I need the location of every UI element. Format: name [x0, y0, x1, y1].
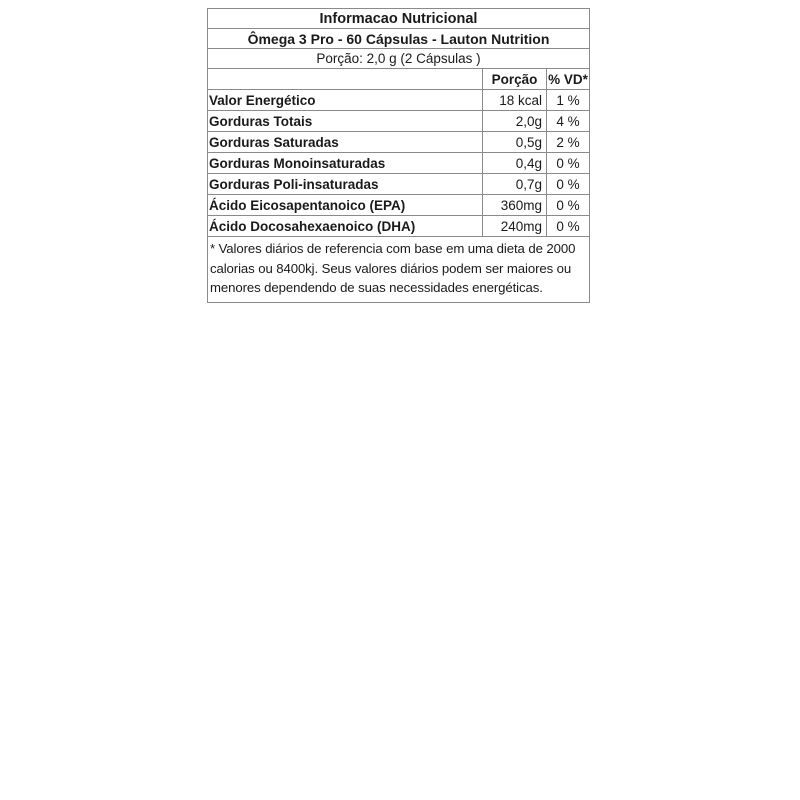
table-row	[208, 132, 589, 153]
table-row	[208, 153, 589, 174]
daily-value-footnote: * Valores diários de referencia com base em uma dieta de 2000 calorias ou 8400kj. Seus valores diários podem ser maiores ou menores dependendo de suas necessidades energéticas.	[210, 241, 576, 295]
column-header-daily-value: % VD*	[548, 71, 588, 87]
nutrient-daily-value: 0 %	[556, 197, 580, 213]
serving-size: Porção: 2,0 g (2 Cápsulas )	[208, 49, 589, 69]
nutrient-daily-value: 0 %	[556, 218, 580, 234]
nutrient-amount: 240mg	[483, 216, 547, 236]
nutrient-name: Gorduras Saturadas	[208, 132, 483, 152]
nutrient-name: Ácido Eicosapentanoico (EPA)	[208, 195, 483, 215]
nutrient-amount: 0,4g	[483, 153, 547, 173]
nutrition-facts-table	[207, 8, 590, 303]
nutrient-amount: 2,0g	[483, 111, 547, 131]
nutrient-daily-value: 0 %	[556, 155, 580, 171]
product-name: Ômega 3 Pro - 60 Cápsulas - Lauton Nutrition	[208, 29, 589, 49]
nutrient-name: Ácido Docosahexaenoico (DHA)	[208, 216, 483, 236]
column-header-amount: Porção	[483, 69, 547, 89]
nutrient-amount: 18 kcal	[483, 90, 547, 110]
nutrient-daily-value: 1 %	[556, 92, 580, 108]
nutrient-daily-value: 4 %	[556, 113, 580, 129]
nutrient-daily-value: 0 %	[556, 176, 580, 192]
nutrient-name: Gorduras Totais	[208, 111, 483, 131]
nutrient-amount: 0,5g	[483, 132, 547, 152]
nutrient-amount: 360mg	[483, 195, 547, 215]
nutrient-name: Gorduras Poli-insaturadas	[208, 174, 483, 194]
column-header-nutrient	[208, 69, 483, 89]
label-title: Informacao Nutricional	[208, 9, 589, 29]
nutrient-amount: 0,7g	[483, 174, 547, 194]
table-row	[208, 90, 589, 111]
nutrient-name: Gorduras Monoinsaturadas	[208, 153, 483, 173]
nutrient-name: Valor Energético	[208, 90, 483, 110]
table-row	[208, 111, 589, 132]
table-row	[208, 174, 589, 195]
nutrient-daily-value: 2 %	[556, 134, 580, 150]
column-header-row	[208, 69, 589, 90]
table-row	[208, 216, 589, 237]
table-row	[208, 195, 589, 216]
